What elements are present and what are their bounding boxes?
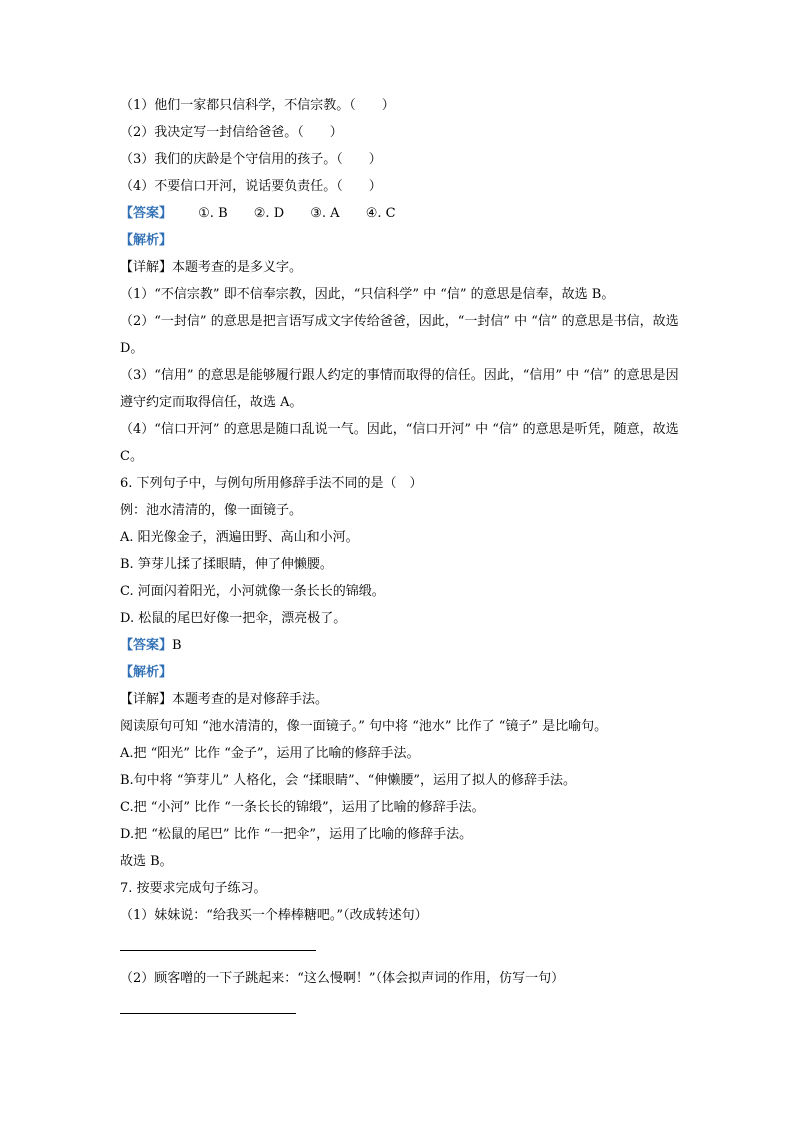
q6-answer-row <box>120 632 680 659</box>
q5-explanation-3: （3）“信用” 的意思是能够履行跟人约定的事情而取得的信任。因此，“信用” 中 “信” 的意思是因遵守约定而取得信任，故选 A。 <box>120 368 679 410</box>
q5-item-2: （2）我决定写一封信给爸爸。（ ） <box>120 125 343 140</box>
q5-item-1: （1）他们一家都只信科学，不信宗教。（ ） <box>120 98 395 113</box>
q7-sub-2: （2）顾客噌的一下子跳起来：“这么慢啊！”（体会拟声词的作用，仿写一句） <box>120 971 565 986</box>
q6-answer-tag: 【答案】 <box>120 638 173 653</box>
q6-detail-tag: 【详解】 <box>120 692 173 707</box>
q6-question: 6. 下列句子中，与例句所用修辞手法不同的是（ ） <box>120 476 423 491</box>
q6-analysis-tag: 【解析】 <box>120 665 173 680</box>
q6-detail-intro: 本题考查的是对修辞手法。 <box>172 692 329 707</box>
q5-analysis-tag: 【解析】 <box>120 233 173 248</box>
document-page <box>120 92 680 1028</box>
q7-answer-blank-1[interactable] <box>120 949 316 951</box>
q5-answer-tag: 【答案】 <box>120 206 173 221</box>
q6-line-4: C.把 “小河” 比作 “一条长长的锦缎”，运用了比喻的修辞手法。 <box>120 800 485 815</box>
q6-line-1: 阅读原句可知 “池水清清的，像一面镜子。” 句中将 “池水” 比作了 “镜子” 是比喻句。 <box>120 719 608 734</box>
q5-detail-intro: 本题考查的是多义字。 <box>172 260 303 275</box>
q5-answer-4: ④. C <box>365 206 396 221</box>
q5-detail-tag: 【详解】 <box>120 260 173 275</box>
q7-answer-blank-2[interactable] <box>120 1012 296 1014</box>
q5-answer-2: ②. D <box>253 206 285 221</box>
q5-answer-row <box>120 200 680 227</box>
q6-answer: B <box>172 638 182 653</box>
q6-detail-row <box>120 686 680 713</box>
q6-option-b: B. 笋芽儿揉了揉眼睛，伸了伸懒腰。 <box>120 557 333 572</box>
q5-item-4: （4）不要信口开河，说话要负责任。（ ） <box>120 179 382 194</box>
q6-line-2: A.把 “阳光” 比作 “金子”，运用了比喻的修辞手法。 <box>120 746 420 761</box>
q6-option-c: C. 河面闪着阳光，小河就像一条长长的锦缎。 <box>120 584 385 599</box>
q5-detail-row <box>120 254 680 281</box>
q6-line-5: D.把 “松鼠的尾巴” 比作 “一把伞”，运用了比喻的修辞手法。 <box>120 827 473 842</box>
q6-line-6: 故选 B。 <box>120 854 173 869</box>
q6-option-a: A. 阳光像金子，洒遍田野、高山和小河。 <box>120 530 359 545</box>
q6-example: 例：池水清清的，像一面镜子。 <box>120 503 303 518</box>
q5-explanation-1: （1）“不信宗教” 即不信奉宗教，因此，“只信科学” 中 “信” 的意思是信奉，故选 B。 <box>120 287 615 302</box>
q5-answer-3: ③. A <box>310 206 340 221</box>
q5-item-3: （3）我们的庆龄是个守信用的孩子。（ ） <box>120 152 382 167</box>
q5-explanation-4: （4）“信口开河” 的意思是随口乱说一气。因此，“信口开河” 中 “信” 的意思是听凭，随意，故选 C。 <box>120 422 679 464</box>
q6-line-3: B.句中将 “笋芽儿” 人格化，会 “揉眼睛”、“伸懒腰”，运用了拟人的修辞手法。 <box>120 773 576 788</box>
q7-sub-1: （1）妹妹说：“给我买一个棒棒糖吧。”（改成转述句） <box>120 908 428 923</box>
q5-explanation-2: （2）“一封信” 的意思是把言语写成文字传给爸爸，因此，“一封信” 中 “信” 的意思是书信，故选 D。 <box>120 314 679 356</box>
q7-question: 7. 按要求完成句子练习。 <box>120 881 267 896</box>
q5-answer-1: ①. B <box>198 206 228 221</box>
q6-option-d: D. 松鼠的尾巴好像一把伞，漂亮极了。 <box>120 611 347 626</box>
